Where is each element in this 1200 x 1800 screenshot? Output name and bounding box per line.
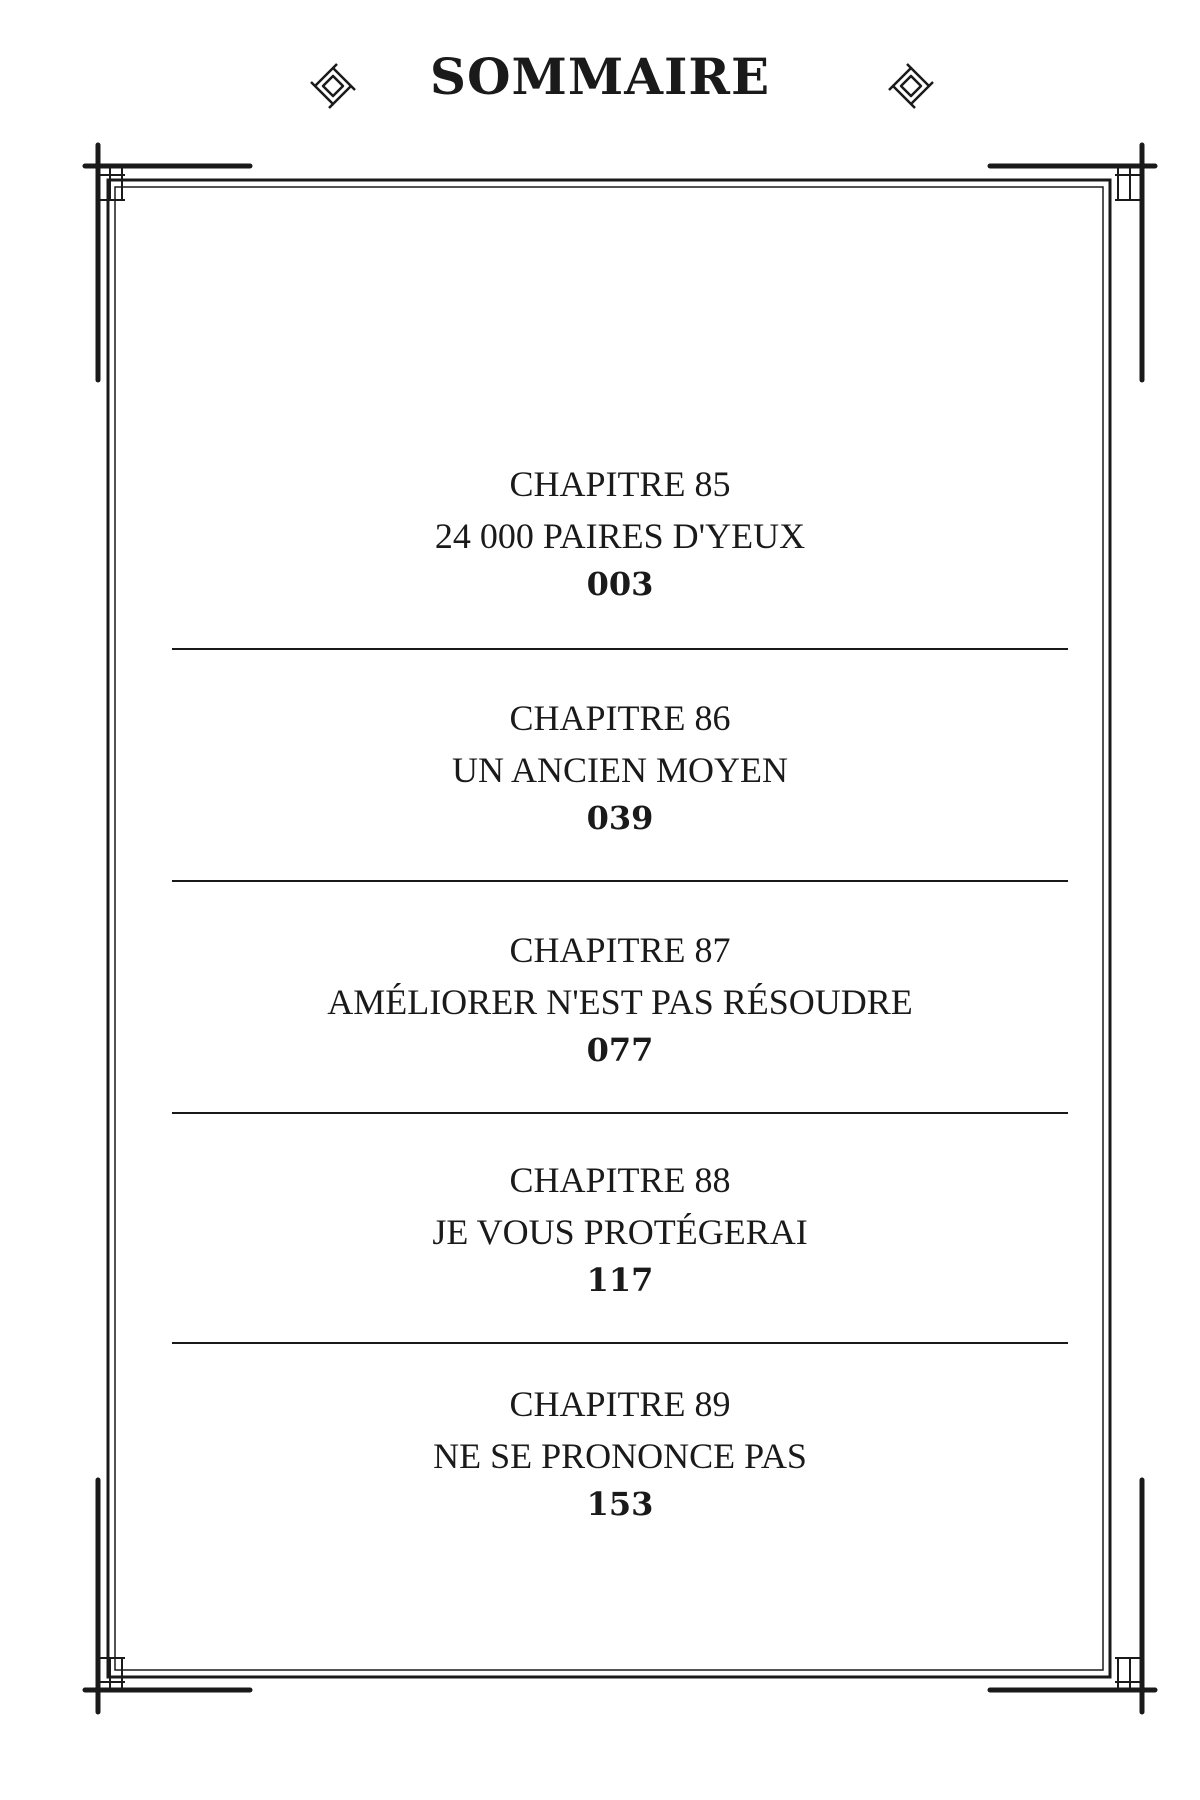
page-number: 077 [586,1031,654,1069]
page-title: SOMMAIRE [429,47,771,106]
divider [172,1342,1068,1344]
chapter-title: 24 000 PAIRES D'YEUX [434,516,806,556]
toc-entry [172,692,1068,840]
toc-entry [172,1154,1068,1302]
page-number: 117 [586,1261,654,1299]
toc-entry [172,1378,1068,1526]
chapter-title: NE SE PRONONCE PAS [433,1436,807,1476]
chapter-number: CHAPITRE 89 [509,1384,731,1424]
page-number: 039 [586,799,654,837]
chapter-title: AMÉLIORER N'EST PAS RÉSOUDRE [327,982,913,1022]
chapter-title: UN ANCIEN MOYEN [452,750,788,790]
toc-entry [172,458,1068,606]
table-of-contents [172,458,1068,1526]
divider [172,648,1068,650]
page-number: 153 [586,1485,654,1523]
divider [172,880,1068,882]
page-number: 003 [586,565,654,603]
chapter-number: CHAPITRE 88 [509,1160,731,1200]
chapter-number: CHAPITRE 85 [509,464,731,504]
toc-entry [172,924,1068,1072]
chapter-number: CHAPITRE 87 [509,930,731,970]
chapter-title: JE VOUS PROTÉGERAI [432,1212,808,1252]
divider [172,1112,1068,1114]
chapter-number: CHAPITRE 86 [509,698,731,738]
